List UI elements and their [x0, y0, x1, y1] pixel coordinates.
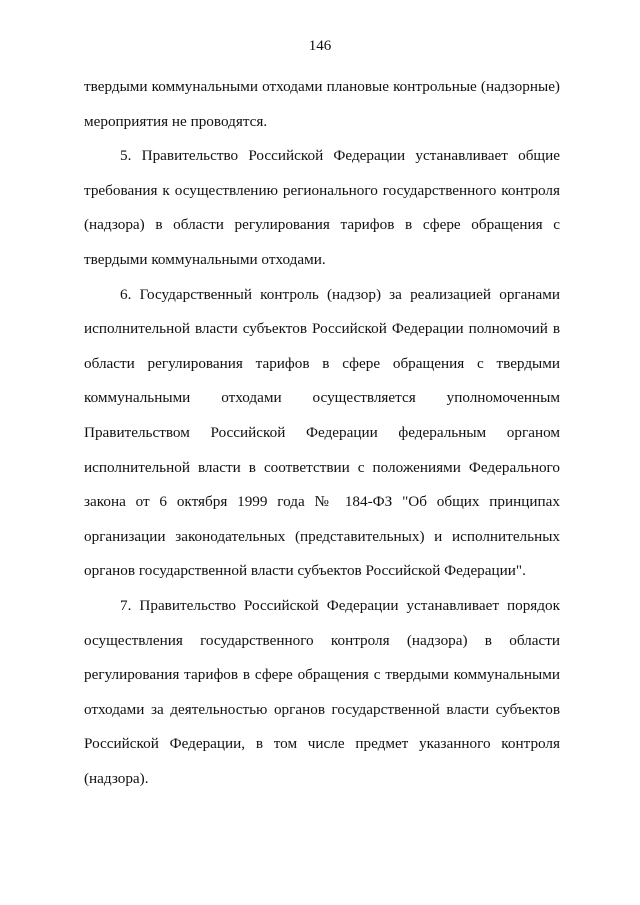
text-line: отходами за деятельностью органов государственной власти субъектов [84, 700, 560, 718]
text-line: мероприятия не проводятся. [84, 112, 268, 130]
text-line: твердыми коммунальными отходами плановые контрольные (надзорные) [84, 78, 560, 95]
text-line: области регулирования тарифов в сфере обращения с твердыми [84, 354, 560, 372]
text-line: организации законодательных (представительных) и исполнительных [84, 527, 560, 545]
text-line: Правительством Российской Федерации федеральным органом [84, 423, 560, 441]
text-line: органов государственной власти субъектов Российской Федерации". [84, 562, 526, 580]
text-line: коммунальными отходами осуществляется уполномоченным [84, 389, 560, 407]
text-line: исполнительной власти субъектов Российской Федерации полномочий в [84, 320, 560, 338]
text-line: 5. Правительство Российской Федерации устанавливает общие [120, 147, 560, 165]
text-line: 6. Государственный контроль (надзор) за реализацией органами [120, 285, 560, 303]
paragraph-item-6 [84, 280, 560, 591]
text-line: требования к осуществлению регионального государственного контроля [84, 181, 560, 199]
text-line: закона от 6 октября 1999 года № 184-ФЗ "Об общих принципах [84, 493, 560, 511]
document-body [84, 72, 560, 798]
text-line: 7. Правительство Российской Федерации устанавливает порядок [120, 596, 560, 614]
paragraph-continuation [84, 72, 560, 141]
text-line: осуществления государственного контроля (надзора) в области [84, 631, 560, 649]
text-line: (надзора) в области регулирования тарифов в сфере обращения с [84, 216, 560, 234]
text-line: исполнительной власти в соответствии с положениями Федерального [84, 458, 560, 476]
page-number: 146 [308, 38, 332, 54]
paragraph-item-7 [84, 591, 560, 799]
text-line: регулирования тарифов в сфере обращения с твердыми коммунальными [84, 666, 560, 684]
text-line: (надзора). [84, 769, 149, 787]
paragraph-item-5 [84, 141, 560, 279]
text-line: Российской Федерации, в том числе предмет указанного контроля [84, 735, 560, 753]
text-line: твердыми коммунальными отходами. [84, 250, 326, 268]
